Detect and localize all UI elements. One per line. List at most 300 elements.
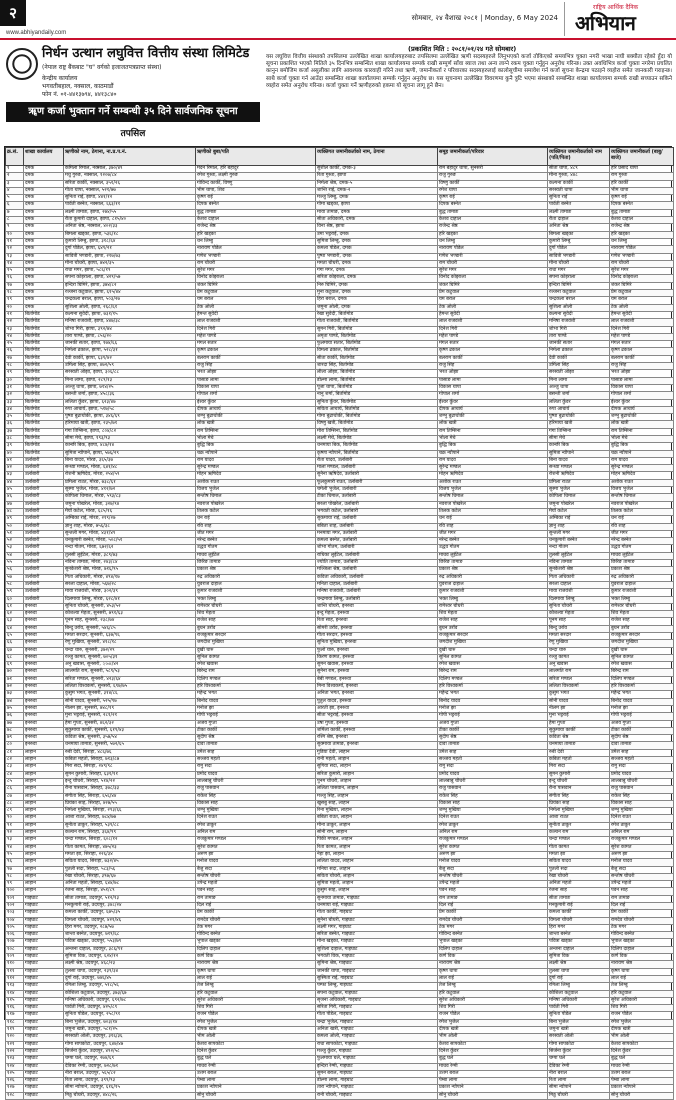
table-cell: भोला मेचे (438, 435, 548, 442)
table-cell: लाहान (24, 793, 64, 800)
table-cell: अञ्जु थापा (548, 384, 610, 391)
table-cell: सुशील कार्की, दमक-३ (316, 166, 438, 173)
table-cell: उर्लाबारी (24, 589, 64, 596)
table-cell: नन्दा गौतम (548, 545, 610, 552)
table-row (6, 589, 674, 596)
table-cell: सीता थापा, ४८९ (548, 166, 610, 173)
table-cell: इनरुवा (24, 633, 64, 640)
table-cell: हिरा बराल, दमक (316, 297, 438, 304)
table-cell: रंजना साह (548, 888, 610, 895)
table-cell: पेम्बा लामा (196, 1078, 316, 1085)
table-cell: दमक (24, 180, 64, 187)
table-cell: सुगिया सदा, लाहान (316, 764, 438, 771)
table-cell: बिना यादव (548, 457, 610, 464)
table-cell: रवि शाह (438, 523, 548, 530)
table-cell: बिरेन्द्र राम (610, 669, 674, 676)
table-cell: बिर्तामोड (24, 399, 64, 406)
table-cell: १६ (6, 275, 24, 282)
table-cell: ५ (6, 195, 24, 202)
table-cell: कोपिला धिमाल, मोरङ, ५९३/८३ (64, 494, 196, 501)
table-cell: लोक खत्री (196, 421, 316, 428)
org-office: केन्द्रीय कार्यालय (42, 75, 78, 82)
table-cell: अनु खवास (548, 662, 610, 669)
table-cell: विमला ढकाल, बिर्तामोड (316, 348, 438, 355)
table-row (6, 691, 674, 698)
table-cell: मञ्जिला श्रेष्ठ, उर्लाबारी (316, 567, 438, 574)
table-cell: रमिला लिम्बु (548, 983, 610, 990)
table-cell: दीपक खत्री (196, 1027, 316, 1034)
table-cell: बलराम कार्की (610, 355, 674, 362)
table-row (6, 552, 674, 559)
table-row (6, 975, 674, 982)
table-cell: राजु सिंह (438, 363, 548, 370)
table-cell: प्रमोद यादव (196, 771, 316, 778)
table-cell: हेमन्त सुवेदी (438, 311, 548, 318)
table-cell: ७८ (6, 727, 24, 734)
table-cell: सीता कार्की, बिर्तामोड (316, 355, 438, 362)
table-cell: २८ (6, 363, 24, 370)
table-cell: सुरेन्द्र मण्डल (610, 465, 674, 472)
table-cell: जानकी थापा, गाइघाट (316, 968, 438, 975)
table-cell: विकास साह (438, 800, 548, 807)
table-cell: सुरेश अधिकारी (196, 997, 316, 1004)
table-cell: विमला चौधरी (548, 917, 610, 924)
table-cell: रामेश्वर चौधरी (438, 603, 548, 610)
table-cell: उर्लाबारी (24, 472, 64, 479)
table-cell: लाहान (24, 800, 64, 807)
logo-name: अभियान (575, 11, 636, 35)
table-cell: जगदीश मुखिया (196, 640, 316, 647)
table-cell: अजय गुप्ता (438, 720, 548, 727)
table-cell: कल्पना कार्की (548, 180, 610, 187)
table-cell: राम चौधरी (610, 260, 674, 267)
table-cell: गाइघाट (24, 1063, 64, 1070)
table-cell: भगवती कटेल, उर्लाबारी (316, 508, 438, 515)
table-cell: निरु घिमिरे, दमक (316, 282, 438, 289)
table-cell: भुपाल खड्का (610, 939, 674, 946)
table-cell: उपेन्द्र महतो (438, 881, 548, 888)
table-cell: रुपा आचार्य (548, 406, 610, 413)
table-row (6, 1063, 674, 1070)
table-cell: युवराज दाहाल (438, 581, 548, 588)
table-cell: ३३ (6, 399, 24, 406)
table-cell: धनमाया तामाङ, सुनसरी, ५७२/६५ (64, 742, 196, 749)
table-cell: कृष्ण ढकाल (610, 348, 674, 355)
table-cell: सञ्जय महतो (610, 757, 674, 764)
table-cell: दुखी थारु (438, 647, 548, 654)
table-cell: ४८ (6, 508, 24, 515)
table-cell: सुनिल कामत (438, 654, 548, 661)
table-cell: दिनेश राउत (438, 815, 548, 822)
table-row (6, 414, 674, 421)
table-cell: राजु गुरुङ (438, 173, 548, 180)
table-cell: रीता दाहाल (548, 217, 610, 224)
table-cell: गाइघाट (24, 990, 64, 997)
table-cell: सुरेश अधिकारी (610, 997, 674, 1004)
table-cell: शोभा गिरी, झापा, ३९२/७४ (64, 326, 196, 333)
table-cell: सुरेश कामत (438, 844, 548, 851)
table-row (6, 260, 674, 267)
table-cell: ४४ (6, 479, 24, 486)
table-cell: लाल राजवंशी (438, 319, 548, 326)
table-row (6, 618, 674, 625)
table-cell: पासाङ लामा (610, 377, 674, 384)
table-row (6, 705, 674, 712)
website[interactable]: www.abhiyandaily.com (6, 30, 67, 36)
table-cell: बिना भुजेल (548, 1019, 610, 1026)
table-cell: बिरेन्द्र राम (196, 669, 316, 676)
table-cell: उमा भट्टराई, दमक (316, 231, 438, 238)
table-cell: दिल राई (438, 902, 548, 909)
table-cell: बिमला खड्का, झापा, ५३६/१८ (64, 231, 196, 238)
table-cell: ५३ (6, 545, 24, 552)
table-cell: मधु गुरुङ, नक्साल, १२०७/८४ (64, 173, 196, 180)
table-cell: प्रियंका साह, सिराहा, ४२७/५५ (64, 800, 196, 807)
table-cell: प्रेम कार्की (438, 910, 548, 917)
table-cell: दिलिप मण्डल (438, 676, 548, 683)
table-row (6, 187, 674, 194)
table-cell: पार्वती बस्नेत, नक्साल, ६६३/११ (64, 202, 196, 209)
table-cell: बिर्तामोड (24, 370, 64, 377)
table-cell: हरि खड्का (438, 231, 548, 238)
table-row (6, 786, 674, 793)
table-row (6, 377, 674, 384)
table-cell: मञ्जु कुँवर, गाइघाट (316, 1048, 438, 1055)
table-cell: टेक ओली (438, 304, 548, 311)
table-cell: हेमा गुप्ता (548, 720, 610, 727)
table-cell: गोपी भट्टराई (610, 713, 674, 720)
table-cell: गाइघाट (24, 954, 64, 961)
table-cell: मनोज यादव (610, 859, 674, 866)
table-cell: हरि खड्का (196, 231, 316, 238)
table-cell: अनिता खत्री, गाइघाट (316, 1027, 438, 1034)
table-cell: ५७ (6, 574, 24, 581)
table-cell: कुसुम साह, लाहान (316, 888, 438, 895)
table-cell: नीलम झा, सुनसरी, ७४८/१९ (64, 705, 196, 712)
table-cell: शिव मेहता (610, 611, 674, 618)
table-cell: मिठु चौधरी, उदयपुर, ४४८/२६ (64, 1092, 196, 1099)
table-cell: दिपक बस्नेत (438, 202, 548, 209)
table-cell: पुनम चौधरी, लाहान (316, 778, 438, 785)
table-cell: खुसबु साह, लाहान (316, 800, 438, 807)
table-row (6, 450, 674, 457)
table-row (6, 290, 674, 297)
table-cell: दुखी थारु (196, 647, 316, 654)
table-cell: रुद्र अधिकारी (196, 574, 316, 581)
table-cell: जगदीश मुखिया (438, 640, 548, 647)
table-cell: पार्वती गिरी (548, 1005, 610, 1012)
table-cell: गंगा तिम्सिना (548, 428, 610, 435)
table-cell: दीपक आचार्य (438, 406, 548, 413)
table-cell: बिर्तामोड (24, 333, 64, 340)
table-cell: जमुना खत्री, उदयपुर, ५८१/२५ (64, 1027, 196, 1034)
table-cell: सुशिला ओली, झापा, २६८/६१ (64, 304, 196, 311)
table-cell: बेबी मण्डल, इनरुवा (316, 676, 438, 683)
table-cell: ३१ (6, 384, 24, 391)
table-cell: रमेश ठाकुर (438, 822, 548, 829)
table-cell: रीना पासवान, सिराहा, ३७८/३३ (64, 786, 196, 793)
table-cell: सञ्जय महतो (438, 757, 548, 764)
table-row (6, 830, 674, 837)
table-cell: शम्भु मुखिया (610, 808, 674, 815)
table-cell: लाहान (24, 830, 64, 837)
table-row (6, 1048, 674, 1055)
table-cell: सरस्वती थापा (548, 187, 610, 194)
table-cell: निर्मला श्रेष्ठ, दमक-५ (316, 180, 438, 187)
table-cell: राम तिम्सिना (610, 428, 674, 435)
table-cell: गिता अधिकारी (548, 574, 610, 581)
table-cell: धनकुमारी बस्नेत (548, 538, 610, 545)
table-cell: बबिता राउत, लाहान (316, 815, 438, 822)
table-cell: मनकुमारी राई, उदयपुर, ३४८/२४ (64, 902, 196, 909)
table-cell: टेक मगर (610, 924, 674, 931)
table-cell: टेक मगर (196, 924, 316, 931)
col-group-guarantor: समूह जमानीकर्ता/परिवार (438, 148, 548, 166)
table-cell: रञ्जना कटुवाल (548, 290, 610, 297)
table-cell: जमुना पोखरेल (548, 501, 610, 508)
table-row (6, 1070, 674, 1077)
table-cell: सुमन खवास, इनरुवा (316, 662, 438, 669)
table-cell: सुशिला ओली (548, 304, 610, 311)
table-cell: रोशनी ऋषिदेव, मोरङ, २५४/५९ (64, 472, 196, 479)
table-cell: मनिया सदा, लाहान (316, 866, 438, 873)
table-cell: २ (6, 173, 24, 180)
table-cell: गीता थापा, नक्साल, ५२१/७७ (64, 187, 196, 194)
table-cell: उर्लाबारी (24, 530, 64, 537)
table-row (6, 1056, 674, 1063)
newspaper-logo (564, 2, 672, 36)
table-cell: सुरेश अधिकारी (438, 997, 548, 1004)
table-cell: उर्लाबारी (24, 596, 64, 603)
table-cell: ईश्वर कुँवर (438, 399, 548, 406)
table-cell: सन्तोष चौधरी (438, 873, 548, 880)
table-cell: कान्छी बिक, झापा, ४८७/१४ (64, 443, 196, 450)
table-cell: बिर्तामोड (24, 311, 64, 318)
table-cell: ११० (6, 961, 24, 968)
table-cell: माया राजवंशी, मोरङ, ३०२/३९ (64, 589, 196, 596)
table-cell: तुलसा थापा (548, 968, 610, 975)
table-cell: टीका कार्की (610, 727, 674, 734)
table-cell: कमला कार्की (548, 910, 610, 917)
table-row (6, 676, 674, 683)
table-cell: दमक (24, 282, 64, 289)
table-cell: लाहान (24, 778, 64, 785)
table-cell: १२२ (6, 1048, 24, 1055)
table-cell: युवराज दाहाल (196, 581, 316, 588)
table-cell: ६९ (6, 662, 24, 669)
table-cell: गुडिया देवी, लाहान (316, 749, 438, 756)
table-cell: लक्ष्मी मगर, गाइघाट (316, 924, 438, 931)
table-cell: इन्दिरा घिमिरे, झापा, ३७४/८२ (64, 282, 196, 289)
table-cell: १२ (6, 246, 24, 253)
table-cell: बुधन उराँव (196, 625, 316, 632)
table-cell: दिलिप मण्डल (610, 676, 674, 683)
table-cell: दमक (24, 217, 64, 224)
table-cell: रेखा चौधरी, सिराहा, ३९७/६७ (64, 873, 196, 880)
table-cell: इनरुवा (24, 611, 64, 618)
table-cell: राजकुमार मण्डल (196, 837, 316, 844)
table-cell: इन्दिरा घिमिरे (548, 282, 610, 289)
table-cell: सुक्माया तामाङ, इनरुवा (316, 742, 438, 749)
table-cell: बसन्ती शर्मा (548, 392, 610, 399)
table-cell: दिल राई (196, 902, 316, 909)
table-cell: रवि शाह (196, 523, 316, 530)
table-cell: राम तिम्सिना (438, 428, 548, 435)
table-cell: प्रमोद यादव (438, 771, 548, 778)
table-cell: हरि विश्वकर्मा (438, 684, 548, 691)
table-cell: ४२ (6, 465, 24, 472)
table-cell: सपना कटुवाल, गाइघाट (316, 990, 438, 997)
table-cell: बुधन उराँव (610, 625, 674, 632)
table-cell: भुपाल खड्का (438, 939, 548, 946)
table-cell: शारदा सिंह, बिर्तामोड (316, 363, 438, 370)
table-cell: सुमित्रा न्यौपाने (548, 450, 610, 457)
table-cell: कर्ण विक (610, 954, 674, 961)
table-cell: निर्मला मुखिया (548, 808, 610, 815)
table-cell: बिना भुजेल, उदयपुर, ७०३/१४ (64, 1019, 196, 1026)
table-cell: कृष्ण ढकाल (196, 348, 316, 355)
table-cell: माधव लुइँटेल (196, 552, 316, 559)
table-cell: सरला दाहाल, मोरङ, ५६७/२८ (64, 581, 196, 588)
table-cell: विष्णु खत्री, बिर्तामोड (316, 421, 438, 428)
table-cell: लाल राजवंशी (610, 319, 674, 326)
table-cell: लाहान (24, 771, 64, 778)
org-address: भगवतीबहाल, नक्साल, काठमाडौं (42, 83, 114, 90)
table-cell: रुद्र अधिकारी (610, 574, 674, 581)
table-cell: सुनिता राई, झापा, ४४१/१२ (64, 195, 196, 202)
table-cell: मैयाँ कटेल, मोरङ, ६८५/१६ (64, 508, 196, 515)
table-cell: राजु पासवान (610, 786, 674, 793)
table-cell: सविता आचार्य, बिर्तामोड (316, 406, 438, 413)
org-name: निर्धन उत्थान लघुवित्त वित्तीय संस्था लिमिटेड (42, 46, 250, 61)
table-cell: पवन साह (196, 888, 316, 895)
table-cell: कुसुम भगत, सुनसरी, ३१४/८६ (64, 691, 196, 698)
table-cell: आरती झा, इनरुवा (316, 705, 438, 712)
table-row (6, 844, 674, 851)
table-cell: इन्दु मेहता, इनरुवा (316, 611, 438, 618)
table-cell: प्रेम कटुवाल (196, 290, 316, 297)
table-cell: २४ (6, 333, 24, 340)
table-cell: गोमा बुढाथोकी, बिर्तामोड (316, 414, 438, 421)
table-cell: शोभा गिरी (548, 326, 610, 333)
table-cell: विजय भुजेल (196, 487, 316, 494)
table-cell: कुमारी लिम्बु, झापा, ३१८/६४ (64, 238, 196, 245)
table-cell: राजु सिंह (196, 363, 316, 370)
table-cell: राजकुमार सरदार (196, 633, 316, 640)
table-cell: नरेन्द्र बस्नेत (438, 538, 548, 545)
table-cell: शंकर घिमिरे (438, 282, 548, 289)
table-cell: सन्तोष चौधरी (610, 873, 674, 880)
table-cell: नारायण पौडेल (610, 246, 674, 253)
table-cell: लाहान (24, 851, 64, 858)
table-row (6, 997, 674, 1004)
table-cell: लाहान (24, 808, 64, 815)
table-cell: राजेश साह (610, 618, 674, 625)
table-cell: गाइघाट (24, 932, 64, 939)
table-cell: बिनोद यादव (438, 698, 548, 705)
table-cell: पुतुल यादव, इनरुवा (316, 698, 438, 705)
table-cell: राम तामाङ (438, 895, 548, 902)
table-cell: इनरुवा (24, 676, 64, 683)
table-cell: रीता कुमारी दाहाल, झापा, ८१५/४० (64, 217, 196, 224)
table-cell: सुरेश मगर (196, 268, 316, 275)
table-cell: राम तामाङ (196, 895, 316, 902)
table-cell: जमुना ओली, दमक (316, 304, 438, 311)
table-cell: संगीता सिंह, सिराहा, ६५६/४४ (64, 793, 196, 800)
table-row (6, 924, 674, 931)
table-cell: बसन्ती शर्मा, झापा, ४५८/३६ (64, 392, 196, 399)
table-cell: ६७ (6, 647, 24, 654)
table-cell: १७ (6, 282, 24, 289)
table-cell: ९ (6, 224, 24, 231)
table-cell: अनिता भगत, इनरुवा (316, 691, 438, 698)
table-cell: ५८ (6, 581, 24, 588)
table-row (6, 764, 674, 771)
table-cell: कविता अधिकारी, उर्लाबारी (316, 574, 438, 581)
table-row (6, 669, 674, 676)
table-cell: शिव मेहता (438, 611, 548, 618)
table-cell: इनरुवा (24, 662, 64, 669)
table-cell: अनिल राम (610, 830, 674, 837)
table-cell: कृष्ण राई (196, 195, 316, 202)
table-cell: फूलकुमारी राउत, उर्लाबारी (316, 479, 438, 486)
table-cell: ३९ (6, 443, 24, 450)
table-cell: सिर्जना कुँवर, उदयपुर, ४९२/५८ (64, 1048, 196, 1055)
table-cell: हरि विश्वकर्मा (610, 684, 674, 691)
table-row (6, 720, 674, 727)
table-cell: राजकुमार सरदार (610, 633, 674, 640)
table-cell: सुरेश कामत (196, 844, 316, 851)
table-cell: धनमाया राई, गाइघाट (316, 902, 438, 909)
table-cell: बुद्ध तामाङ (610, 209, 674, 216)
table-cell: गोविन्द बस्नेत (438, 932, 548, 939)
table-cell: १२० (6, 1034, 24, 1041)
table-cell: सन्तोष धिमाल (438, 494, 548, 501)
table-cell: गाइघाट (24, 1005, 64, 1012)
table-cell: कृष्ण राई (438, 195, 548, 202)
table-cell: २० (6, 304, 24, 311)
table-cell: राजु पासवान (438, 786, 548, 793)
table-cell: मनिता दाहाल, उर्लाबारी (316, 581, 438, 588)
table-cell: हरिमाया खत्री, झापा, २३५/७१ (64, 421, 196, 428)
table-cell: रमेश ठाकुर (610, 822, 674, 829)
table-cell: भुपाल खड्का (196, 939, 316, 946)
table-cell: कविता श्रेष्ठ, सुनसरी, ३५७/५४ (64, 735, 196, 742)
table-row (6, 873, 674, 880)
table-cell: गाइघाट (24, 1078, 64, 1085)
table-cell: नविना तामाङ (548, 560, 610, 567)
col-guarantor-spouse: व्यक्तिगत जमानीकर्ताको नाम (पति/पिता) (548, 148, 610, 166)
table-cell: रमेश खवास (438, 662, 548, 669)
col-borrower: ऋणीको नाम, ठेगाना, ना.प्र.प.नं. (64, 148, 196, 166)
table-cell: महेन्द्र भगत (196, 691, 316, 698)
table-cell: सरिता गिरी, गाइघाट (316, 1005, 438, 1012)
table-cell: ममता झा, सिराहा, २२६/३४ (64, 851, 196, 858)
table-cell: गिता अधिकारी, मोरङ, ४९४/१७ (64, 574, 196, 581)
col-guarantor-parent: व्यक्तिगत जमानीकर्ता (बाबु/बाजे) (610, 148, 674, 166)
table-cell: सुनिता पौडेल (548, 1012, 610, 1019)
table-cell: बिर्तामोड (24, 319, 64, 326)
table-cell: इनरुवा (24, 640, 64, 647)
table-cell: १०४ (6, 917, 24, 924)
table-cell: इनरुवा (24, 727, 64, 734)
table-cell: ९० (6, 815, 24, 822)
table-cell: मीना ठाकुर, लाहान (316, 822, 438, 829)
table-cell: भीम थापा (610, 187, 674, 194)
table-row (6, 596, 674, 603)
table-cell: राम यादव (196, 457, 316, 464)
table-row (6, 581, 674, 588)
